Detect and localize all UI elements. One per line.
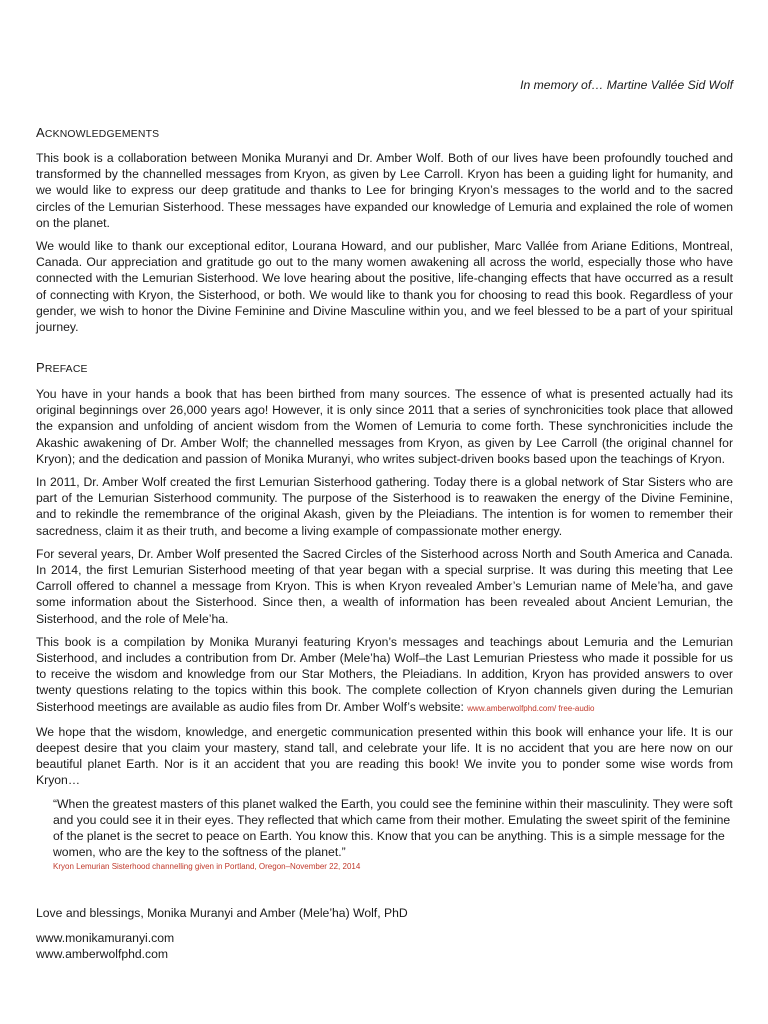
acknowledgements-body	[36, 150, 733, 342]
kryon-quote	[53, 796, 733, 873]
preface-paragraph: In 2011, Dr. Amber Wolf created the first Lemurian Sisterhood gathering. Today there is a global network of Star Sisters who are part of the Lemurian Sisterhood community. The purpose of the Sisterhood is to reawaken the energy of the Divine Feminine, and to rekindle the remembrance of the original Akash, given by the Pleiadians. The intention is for women to remember their sacredness, claim it as their truth, and become a living example of compassionate mother energy.	[36, 475, 733, 538]
heading-rest: REFACE	[44, 364, 88, 375]
heading-initial: A	[36, 125, 45, 140]
preface-paragraph: You have in your hands a book that has been birthed from many sources. The essence of what is presented actually had its original beginnings over 26,000 years ago! However, it is only since 2011 that a series of synchronicities took place that allowed the expansion and unfolding of ancient wisdom from the Women of Lemuria to come forth. These synchronicities include the Akashic awakening of Dr. Amber Wolf; the channelled messages from Kryon, as given by Lee Carroll (the original channel for Kryon); and the dedication and passion of Monika Muranyi, who writes subject-driven books based upon the teachings of Kryon.	[36, 387, 733, 466]
website-link-amber[interactable]: www.amberwolfphd.com	[36, 947, 169, 961]
preface-paragraph: For several years, Dr. Amber Wolf presented the Sacred Circles of the Sisterhood across North and South America and Canada. In 2014, the first Lemurian Sisterhood meeting of that year began with a special surprise. It was during this meeting that Lee Carroll offered to channel a message from Kryon. This is when Kryon revealed Amber’s Lemurian name of Mele’ha, and gave some information about the Sisterhood. Since then, a wealth of information has been revealed about Ancient Lemurian, the Sisterhood, and the role of Mele’ha.	[36, 546, 733, 626]
acknowledgements-heading	[36, 125, 159, 140]
preface-paragraph: We hope that the wisdom, knowledge, and energetic communication presented within this book will enhance your life. It is our deepest desire that you claim your mastery, stand tall, and celebrate your life. It is no accident that you are here now on our beautiful planet Earth. Nor is it an accident that you are reading this book! We invite you to ponder some wise words from Kryon…	[36, 724, 733, 788]
ack-paragraph: This book is a collaboration between Monika Muranyi and Dr. Amber Wolf. Both of our lives have been profoundly touched and transformed by the channelled messages from Kryon, as given by Lee Carroll. Kryon has been a guiding light for humanity, and we would like to express our deep gratitude and thanks to Lee for bringing Kryon’s messages to the world and to the sacred circles of the Lemurian Sisterhood. These messages have expanded our knowledge of Lemuria and explained the role of women on the planet.	[36, 151, 733, 230]
heading-rest: CKNOWLEDGEMENTS	[44, 129, 160, 140]
preface-paragraph-text: This book is a compilation by Monika Muranyi featuring Kryon’s messages and teachings about Lemuria and the Lemurian Sisterhood, and includes a contribution from Dr. Amber (Mele’ha) Wolf–the Last Lemurian Priestess who made it possible for us to receive the wisdom and knowledge from our Star Mothers, the Pleiadians. In addition, Kryon has provided answers to over twenty questions relating to the topics within this book. The complete collection of Kryon channels given during the Lemurian Sisterhood meetings are available as audio files from Dr. Amber Wolf’s website:	[36, 634, 733, 714]
heading-initial: P	[36, 360, 45, 375]
free-audio-link[interactable]: www.amberwolfphd.com/ free-audio	[467, 703, 595, 713]
website-link-monika[interactable]: www.monikamuranyi.com	[36, 931, 175, 945]
preface-paragraph-with-link	[36, 634, 733, 717]
ack-paragraph: We would like to thank our exceptional editor, Lourana Howard, and our publisher, Marc Vallée from Ariane Editions, Montreal, Canada. Our appreciation and gratitude go out to the many women awakening all across the world, especially those who have connected with the Lemurian Sisterhood. We love hearing about the positive, life-changing effects that have occurred as a result of connecting with Kryon, the Sisterhood, or both. We would like to thank you for choosing to read this book. Regardless of your gender, we wish to honor the Divine Feminine and Divine Masculine within you, and we feel blessed to be a part of your spiritual journey.	[36, 239, 733, 335]
preface-body	[36, 386, 733, 872]
preface-heading	[36, 360, 88, 375]
website-list	[36, 930, 174, 962]
dedication: In memory of… Martine Vallée Sid Wolf	[520, 78, 733, 92]
quote-text: “When the greatest masters of this planet walked the Earth, you could see the feminine within their masculinity. They were soft and you could see it in their eyes. They reflected that which came from their mother. Emulating the sweet spirit of the feminine of the planet is the secret to peace on Earth. You know this. Know that you can be anything. This is a simple message for the women, who are the key to the softness of the planet.”	[53, 796, 733, 860]
closing-signature: Love and blessings, Monika Muranyi and Amber (Mele’ha) Wolf, PhD	[36, 906, 408, 920]
quote-citation: Kryon Lemurian Sisterhood channelling given in Portland, Oregon–November 22, 2014	[53, 862, 361, 872]
